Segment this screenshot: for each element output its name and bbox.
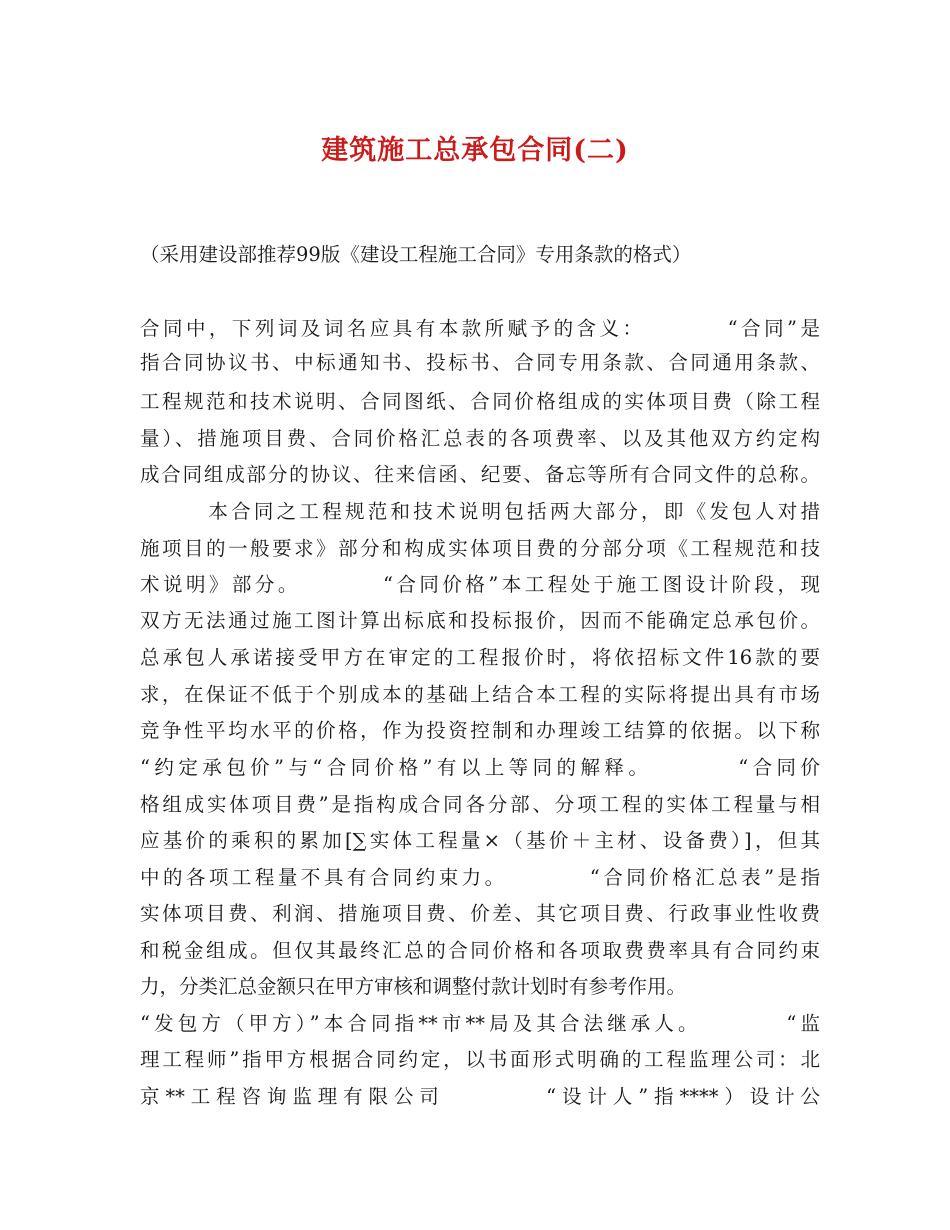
body-line: 力，分类汇总金额只在甲方审核和调整付款计划时有参考作用。 [140,975,687,998]
body-line: 求，在保证不低于个别成本的基础上结合本工程的实际将提出具有市场 [140,683,820,706]
body-line: 和税金组成。但仅其最终汇总的合同价格和各项取费费率具有合同约束 [140,939,820,962]
body-line: 应基价的乘积的累加[∑实体工程量×（基价＋主材、设备费）]，但其 [140,829,820,852]
body-line: 施项目的一般要求》部分和构成实体项目费的分部分项《工程规范和技 [140,537,820,560]
body-line: 本合同之工程规范和技术说明包括两大部分，即《发包人对措 [140,500,820,523]
body-line: 术说明》部分。 “合同价格”本工程处于施工图设计阶段，现 [140,573,820,596]
body-line: 双方无法通过施工图计算出标底和投标报价，因而不能确定总承包价。 [140,609,820,632]
body-line: 格组成实体项目费”是指构成合同各分部、分项工程的实体工程量与相 [140,793,820,816]
document-title: 建筑施工总承包合同(二) [321,135,629,166]
body-line: 中的各项工程量不具有合同约束力。 “合同价格汇总表”是指 [140,866,820,889]
body-line: 理工程师”指甲方根据合同约定，以书面形式明确的工程监理公司：北 [140,1048,820,1071]
body-line: 竞争性平均水平的价格，作为投资控制和办理竣工结算的依据。以下称 [140,719,820,742]
body-line: “约定承包价”与“合同价格”有以上等同的解释。 “合同价 [140,756,820,779]
body-line: “发包方（甲方）”本合同指**市**局及其合法继承人。 “监 [140,1012,820,1035]
body-line: 合同中，下列词及词名应具有本款所赋予的含义： “合同”是 [140,317,820,340]
body-line: 工程规范和技术说明、合同图纸、合同价格组成的实体项目费（除工程 [140,390,820,413]
body-line: 指合同协议书、中标通知书、投标书、合同专用条款、合同通用条款、 [140,351,820,374]
body-line: 成合同组成部分的协议、往来信函、纪要、备忘等所有合同文件的总称。 [140,463,820,486]
body-line: 总承包人承诺接受甲方在审定的工程报价时，将依招标文件16款的要 [140,646,820,669]
subtitle-line: （采用建设部推荐99版《建设工程施工合同》专用条款的格式） [140,243,692,266]
body-line: 实体项目费、利润、措施项目费、价差、其它项目费、行政事业性收费 [140,902,820,925]
body-line: 京**工程咨询监理有限公司 “设计人”指****）设计公 [140,1085,820,1108]
body-line: 量）、措施项目费、合同价格汇总表的各项费率、以及其他双方约定构 [140,427,820,450]
